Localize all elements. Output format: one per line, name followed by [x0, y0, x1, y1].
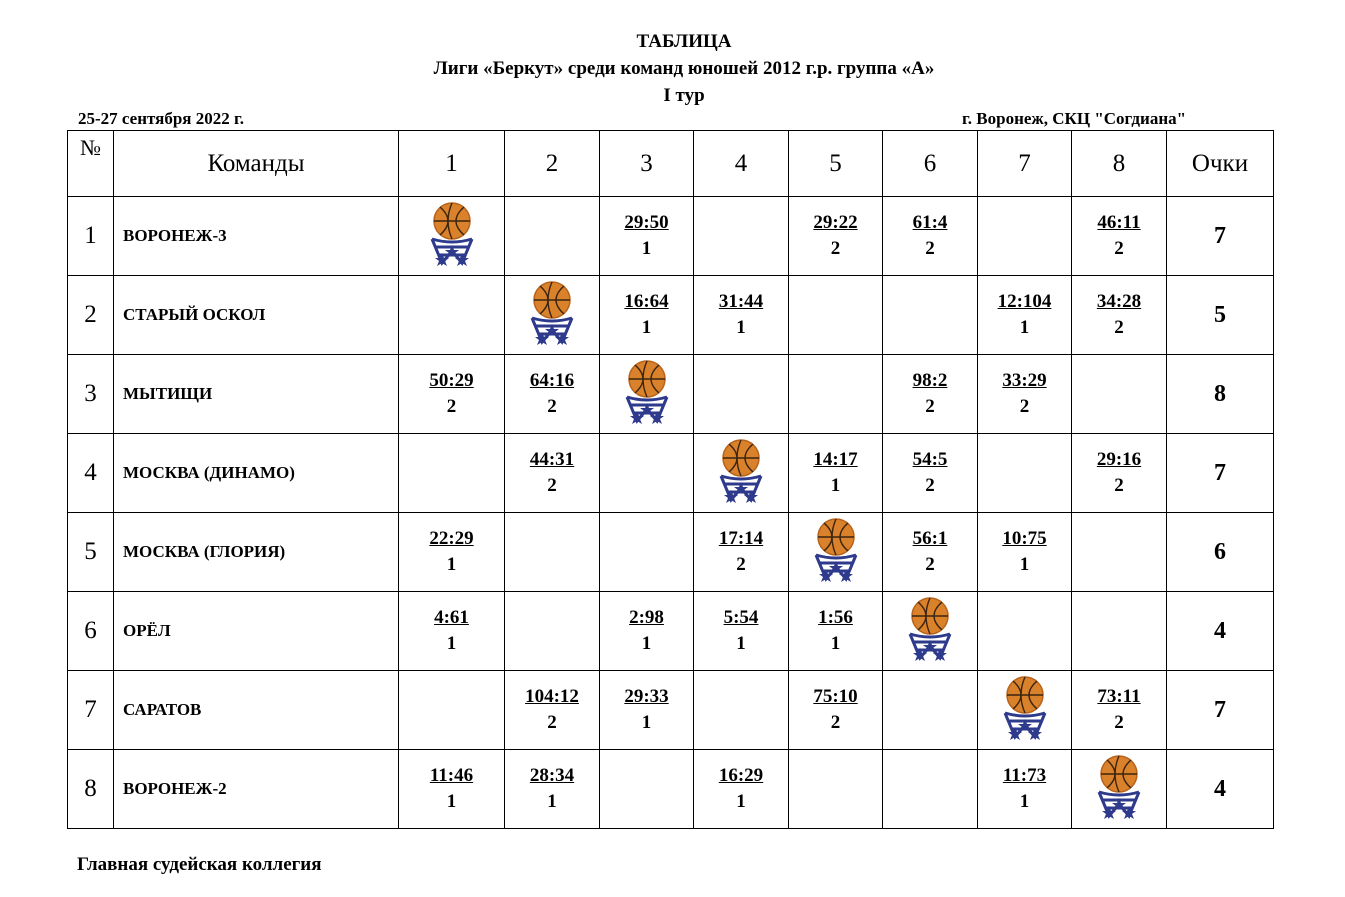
game-score: 2:98	[629, 607, 664, 628]
game-points: 1	[1019, 791, 1030, 812]
team-number: 2	[68, 276, 114, 355]
team-points: 5	[1167, 276, 1274, 355]
game-points: 1	[547, 791, 557, 812]
basketball-icon	[426, 201, 478, 271]
game-score: 12:104	[997, 291, 1052, 312]
table-row	[68, 355, 1274, 434]
result-cell	[1072, 197, 1167, 276]
game-points: 2	[1114, 712, 1124, 733]
team-name: МОСКВА (ГЛОРИЯ)	[114, 513, 399, 592]
header-col-2: 2	[505, 131, 600, 197]
result-cell	[600, 592, 694, 671]
result-cell	[694, 513, 789, 592]
game-points: 2	[925, 238, 935, 259]
empty-cell	[978, 197, 1072, 276]
diagonal-cell	[883, 592, 978, 671]
table-row	[68, 671, 1274, 750]
table-row	[68, 434, 1274, 513]
header-col-8: 8	[1072, 131, 1167, 197]
game-score: 11:46	[429, 765, 474, 786]
header-col-4: 4	[694, 131, 789, 197]
team-name: ВОРОНЕЖ-3	[114, 197, 399, 276]
team-number: 8	[68, 750, 114, 829]
team-points: 7	[1167, 434, 1274, 513]
game-points: 1	[641, 633, 652, 654]
team-points: 7	[1167, 671, 1274, 750]
game-points: 2	[547, 475, 557, 496]
game-points: 1	[736, 791, 746, 812]
team-name: ОРЁЛ	[114, 592, 399, 671]
team-points: 6	[1167, 513, 1274, 592]
game-points: 2	[925, 554, 935, 575]
empty-cell	[978, 592, 1072, 671]
game-score: 16:64	[624, 291, 669, 312]
game-points: 2	[925, 475, 935, 496]
game-score: 56:1	[912, 528, 948, 549]
game-points: 1	[446, 554, 457, 575]
game-score: 98:2	[912, 370, 948, 391]
diagonal-cell	[399, 197, 505, 276]
team-number: 4	[68, 434, 114, 513]
header-teams: Команды	[114, 131, 399, 197]
game-points: 1	[446, 633, 457, 654]
game-score: 22:29	[429, 528, 474, 549]
game-score: 29:33	[624, 686, 669, 707]
game-score: 50:29	[429, 370, 474, 391]
team-number: 5	[68, 513, 114, 592]
game-score: 10:75	[1002, 528, 1047, 549]
team-points: 8	[1167, 355, 1274, 434]
diagonal-cell	[1072, 750, 1167, 829]
game-points: 1	[446, 791, 457, 812]
result-cell	[883, 513, 978, 592]
game-points: 2	[1114, 317, 1124, 338]
game-points: 2	[446, 396, 457, 417]
empty-cell	[1072, 513, 1167, 592]
result-cell	[600, 276, 694, 355]
game-points: 1	[830, 633, 841, 654]
event-dates: 25-27 сентября 2022 г.	[78, 109, 245, 128]
header-col-5: 5	[789, 131, 883, 197]
page-title: ТАБЛИЦА	[636, 31, 732, 52]
game-score: 61:4	[912, 212, 948, 233]
result-cell	[1072, 276, 1167, 355]
diagonal-cell	[978, 671, 1072, 750]
team-number: 7	[68, 671, 114, 750]
team-name: МОСКВА (ДИНАМО)	[114, 434, 399, 513]
game-score: 28:34	[529, 765, 575, 786]
footer-note: Главная судейская коллегия	[77, 854, 322, 875]
game-score: 54:5	[912, 449, 948, 470]
empty-cell	[600, 750, 694, 829]
game-points: 2	[830, 712, 841, 733]
game-score: 34:28	[1096, 291, 1142, 312]
game-points: 1	[1019, 317, 1030, 338]
result-cell	[978, 276, 1072, 355]
game-points: 2	[547, 712, 557, 733]
game-points: 1	[830, 475, 841, 496]
empty-cell	[505, 592, 600, 671]
result-cell	[694, 592, 789, 671]
result-cell	[978, 355, 1072, 434]
empty-cell	[883, 750, 978, 829]
header-col-7: 7	[978, 131, 1072, 197]
game-points: 2	[925, 396, 935, 417]
empty-cell	[694, 671, 789, 750]
header-points: Очки	[1167, 131, 1274, 197]
round-label: I тур	[663, 85, 705, 106]
result-cell	[399, 355, 505, 434]
table-row	[68, 750, 1274, 829]
game-score: 11:73	[1002, 765, 1047, 786]
result-cell	[694, 276, 789, 355]
game-points: 1	[641, 712, 652, 733]
header-col-3: 3	[600, 131, 694, 197]
basketball-icon	[715, 438, 767, 508]
event-venue: г. Воронеж, СКЦ "Согдиана"	[962, 109, 1187, 128]
empty-cell	[505, 197, 600, 276]
result-cell	[789, 197, 883, 276]
result-cell	[978, 750, 1072, 829]
empty-cell	[883, 671, 978, 750]
page-subtitle: Лиги «Беркут» среди команд юношей 2012 г.р. группа «А»	[433, 58, 935, 79]
game-points: 1	[736, 633, 746, 654]
game-score: 14:17	[813, 449, 858, 470]
empty-cell	[789, 276, 883, 355]
empty-cell	[789, 750, 883, 829]
empty-cell	[694, 197, 789, 276]
result-cell	[1072, 434, 1167, 513]
game-score: 44:31	[529, 449, 575, 470]
result-cell	[789, 671, 883, 750]
team-points: 7	[1167, 197, 1274, 276]
result-cell	[1072, 671, 1167, 750]
game-score: 1:56	[818, 607, 853, 628]
result-cell	[883, 197, 978, 276]
header-row	[68, 131, 1274, 197]
result-cell	[789, 592, 883, 671]
result-cell	[505, 355, 600, 434]
game-score: 4:61	[434, 607, 469, 628]
team-points: 4	[1167, 592, 1274, 671]
game-score: 104:12	[525, 686, 579, 707]
game-points: 2	[1114, 475, 1124, 496]
basketball-icon	[904, 596, 956, 666]
empty-cell	[600, 513, 694, 592]
standings-table	[67, 130, 1274, 829]
empty-cell	[789, 355, 883, 434]
game-score: 29:16	[1096, 449, 1142, 470]
team-points: 4	[1167, 750, 1274, 829]
result-cell	[789, 434, 883, 513]
diagonal-cell	[694, 434, 789, 513]
basketball-icon	[526, 280, 578, 350]
result-cell	[399, 513, 505, 592]
team-name: САРАТОВ	[114, 671, 399, 750]
header-col-6: 6	[883, 131, 978, 197]
header-num: №	[68, 131, 114, 197]
empty-cell	[1072, 592, 1167, 671]
empty-cell	[399, 434, 505, 513]
empty-cell	[600, 434, 694, 513]
result-cell	[978, 513, 1072, 592]
result-cell	[399, 750, 505, 829]
result-cell	[505, 671, 600, 750]
result-cell	[399, 592, 505, 671]
game-points: 2	[547, 396, 557, 417]
basketball-icon	[621, 359, 673, 429]
team-number: 3	[68, 355, 114, 434]
game-score: 64:16	[529, 370, 575, 391]
result-cell	[600, 197, 694, 276]
empty-cell	[399, 276, 505, 355]
result-cell	[883, 434, 978, 513]
game-score: 33:29	[1002, 370, 1047, 391]
game-score: 17:14	[718, 528, 764, 549]
team-number: 6	[68, 592, 114, 671]
game-points: 2	[1114, 238, 1124, 259]
result-cell	[505, 750, 600, 829]
empty-cell	[978, 434, 1072, 513]
game-score: 73:11	[1097, 686, 1141, 707]
diagonal-cell	[600, 355, 694, 434]
game-points: 1	[641, 238, 652, 259]
game-points: 1	[736, 317, 746, 338]
game-points: 2	[1019, 396, 1030, 417]
empty-cell	[1072, 355, 1167, 434]
team-number: 1	[68, 197, 114, 276]
basketball-icon	[810, 517, 862, 587]
game-points: 2	[830, 238, 841, 259]
empty-cell	[694, 355, 789, 434]
game-score: 16:29	[718, 765, 764, 786]
table-row	[68, 513, 1274, 592]
empty-cell	[505, 513, 600, 592]
basketball-icon	[999, 675, 1051, 745]
table-row	[68, 592, 1274, 671]
basketball-icon	[1093, 754, 1145, 824]
game-score: 29:50	[624, 212, 669, 233]
game-score: 29:22	[813, 212, 858, 233]
team-name: ВОРОНЕЖ-2	[114, 750, 399, 829]
table-row	[68, 197, 1274, 276]
game-score: 31:44	[718, 291, 764, 312]
result-cell	[694, 750, 789, 829]
result-cell	[883, 355, 978, 434]
game-points: 2	[736, 554, 746, 575]
game-points: 1	[641, 317, 652, 338]
game-score: 5:54	[723, 607, 759, 628]
empty-cell	[883, 276, 978, 355]
diagonal-cell	[505, 276, 600, 355]
table-row	[68, 276, 1274, 355]
team-name: МЫТИЩИ	[114, 355, 399, 434]
team-name: СТАРЫЙ ОСКОЛ	[114, 276, 399, 355]
result-cell	[600, 671, 694, 750]
header-col-1: 1	[399, 131, 505, 197]
diagonal-cell	[789, 513, 883, 592]
game-points: 1	[1019, 554, 1030, 575]
game-score: 46:11	[1097, 212, 1141, 233]
game-score: 75:10	[813, 686, 858, 707]
empty-cell	[399, 671, 505, 750]
result-cell	[505, 434, 600, 513]
